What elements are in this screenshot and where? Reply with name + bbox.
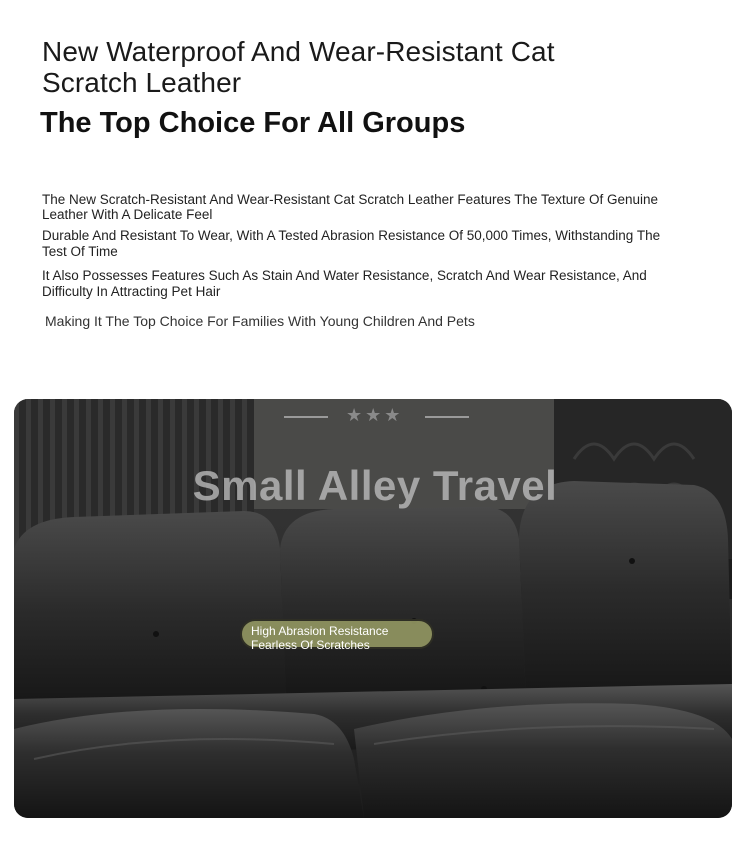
feature-paragraph-resistance: It Also Possesses Features Such As Stain And Water Resistance, Scratch And Wear Resistance, And Difficulty In Attracting Pet Hair — [42, 268, 647, 299]
feature-tag — [240, 619, 434, 652]
star-rating-icon: ★★★ — [346, 405, 404, 425]
divider-right — [425, 416, 469, 418]
divider-left — [284, 416, 328, 418]
feature-tag-line1: High Abrasion Resistance — [251, 624, 389, 638]
product-title: New Waterproof And Wear-Resistant Cat Scratch Leather — [42, 36, 555, 98]
feature-paragraph-texture: The New Scratch-Resistant And Wear-Resistant Cat Scratch Leather Features The Texture Of Genuine Leather With A Delicate Feel — [42, 192, 659, 222]
feature-paragraph-families: Making It The Top Choice For Families With Young Children And Pets — [45, 313, 475, 329]
feature-paragraph-durability: Durable And Resistant To Wear, With A Tested Abrasion Resistance Of 50,000 Times, Withstanding The Test Of Time — [42, 228, 661, 259]
product-subtitle: The Top Choice For All Groups — [40, 107, 466, 139]
watermark-text: Small Alley Travel — [192, 462, 558, 509]
feature-tag-line2: Fearless Of Scratches — [251, 638, 370, 652]
